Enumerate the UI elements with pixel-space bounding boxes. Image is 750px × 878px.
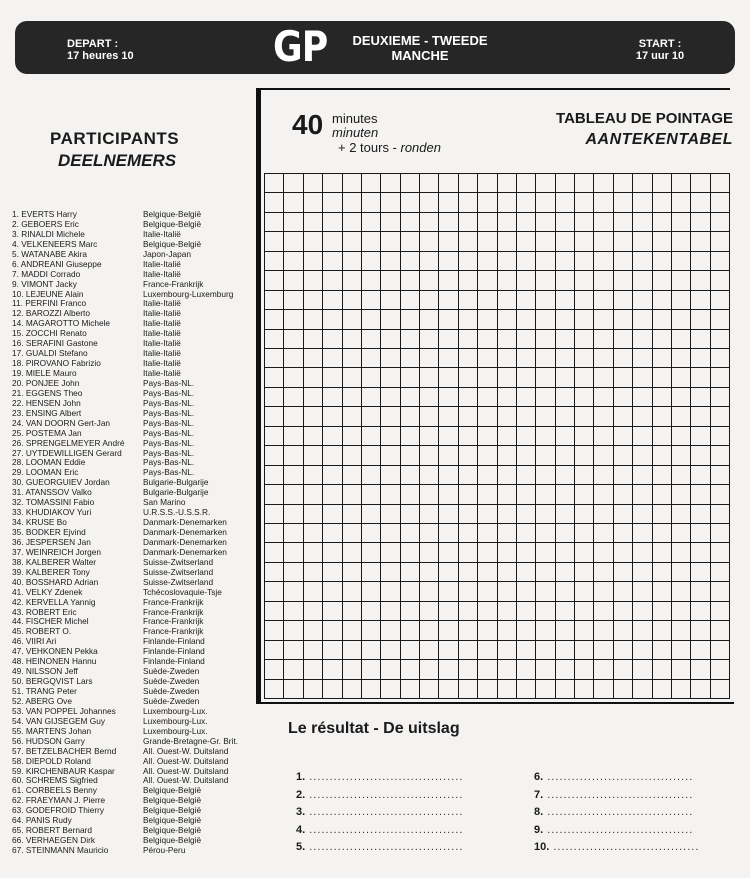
participant-name: 5. WATANABE Akira bbox=[12, 249, 87, 259]
result-blank: ...................................... bbox=[305, 841, 464, 853]
participant-country: Italie-Italië bbox=[143, 308, 181, 319]
participant-country: Italie-Italië bbox=[143, 328, 181, 339]
participant-row bbox=[12, 389, 261, 399]
participant-name: 19. MIELE Mauro bbox=[12, 369, 77, 378]
participants-title: PARTICIPANTS bbox=[50, 129, 180, 148]
participant-name: 21. EGGENS Theo bbox=[12, 388, 83, 398]
participant-name: 59. KIRCHENBAUR Kaspar bbox=[12, 766, 115, 776]
participant-country: Luxembourg-Lux. bbox=[143, 725, 208, 736]
participant-row bbox=[12, 598, 261, 608]
participant-name: 56. HUDSON Garry bbox=[12, 736, 85, 746]
participant-country: Pays-Bas-NL. bbox=[143, 407, 195, 418]
participant-row bbox=[12, 458, 261, 468]
participant-row bbox=[12, 309, 261, 319]
result-position: 4. bbox=[296, 823, 306, 836]
participant-name: 62. FRAEYMAN J. Pierre bbox=[12, 796, 106, 806]
participant-name: 60. SCHREMS Sigfried bbox=[12, 776, 98, 786]
participant-country: All. Ouest-W. Duitsland bbox=[143, 745, 229, 756]
participant-row bbox=[12, 558, 261, 568]
participant-row bbox=[12, 210, 261, 220]
participant-name: 39. KALBERER Tony bbox=[12, 567, 90, 577]
participant-row bbox=[12, 439, 261, 449]
participant-row bbox=[12, 806, 261, 816]
result-position: 5. bbox=[296, 841, 306, 853]
header-banner bbox=[15, 21, 735, 74]
participant-name: 46. VIIRI Ari bbox=[12, 637, 57, 647]
participant-row bbox=[12, 339, 261, 349]
participant-country: Finlande-Finland bbox=[143, 646, 205, 657]
participant-row bbox=[12, 548, 261, 558]
participant-row bbox=[12, 409, 261, 419]
participant-name: 65. ROBERT Bernard bbox=[12, 826, 92, 836]
participant-country: Italie-Italië bbox=[143, 228, 181, 239]
participant-row bbox=[12, 240, 261, 250]
participant-country: Japon-Japan bbox=[143, 248, 191, 259]
participant-country: U.R.S.S.-U.S.S.R. bbox=[143, 507, 211, 518]
participant-name: 43. ROBERT Eric bbox=[12, 607, 77, 617]
participant-row bbox=[12, 429, 261, 439]
participant-name: 17. GUALDI Stefano bbox=[12, 349, 88, 359]
divider-vertical bbox=[256, 90, 261, 704]
participant-country: All. Ouest-W. Duitsland bbox=[143, 775, 229, 786]
participant-name: 31. ATANSSOV Valko bbox=[12, 488, 92, 498]
participant-name: 47. VEHKONEN Pekka bbox=[12, 647, 98, 657]
participant-country: Italie-Italië bbox=[143, 338, 181, 349]
participant-name: 20. PONJEE John bbox=[12, 378, 80, 388]
result-line[interactable] bbox=[534, 824, 693, 836]
participant-name: 67. STEINMANN Mauricio bbox=[12, 846, 109, 855]
result-line[interactable] bbox=[534, 789, 693, 801]
participant-row bbox=[12, 588, 261, 598]
manche-line2: MANCHE bbox=[391, 48, 449, 63]
participant-name: 28. LOOMAN Eddie bbox=[12, 458, 86, 468]
participant-name: 7. MADDI Corrado bbox=[12, 269, 81, 279]
participant-name: 55. MARTENS Johan bbox=[12, 726, 92, 736]
duration-unit-nl: minuten bbox=[332, 125, 379, 140]
duration-number: 40 bbox=[292, 109, 324, 140]
participant-name: 41. VELKY Zdenek bbox=[12, 587, 83, 597]
participant-country: All. Ouest-W. Duitsland bbox=[143, 765, 229, 776]
participant-name: 29. LOOMAN Eric bbox=[12, 468, 79, 478]
result-position: 10. bbox=[534, 841, 550, 853]
divider-top bbox=[256, 88, 730, 90]
participant-name: 52. ABERG Ove bbox=[12, 696, 72, 706]
participant-name: 66. VERHAEGEN Dirk bbox=[12, 836, 95, 846]
participant-name: 24. VAN DOORN Gert-Jan bbox=[12, 418, 111, 428]
participant-row bbox=[12, 816, 261, 826]
participant-name: 26. SPRENGELMEYER André bbox=[12, 438, 125, 448]
participant-row bbox=[12, 498, 261, 508]
result-position: 9. bbox=[534, 823, 544, 836]
result-blank: ...................................... bbox=[305, 823, 464, 836]
participant-row bbox=[12, 359, 261, 369]
participant-row bbox=[12, 349, 261, 359]
participant-country: Luxembourg-Lux. bbox=[143, 715, 208, 726]
result-position: 2. bbox=[296, 788, 306, 801]
participant-country: Belgique-België bbox=[143, 835, 202, 846]
participant-country: Italie-Italië bbox=[143, 268, 181, 279]
participant-name: 3. RINALDI Michele bbox=[12, 229, 85, 239]
participant-name: 34. KRUSE Bo bbox=[12, 518, 67, 528]
gp-logo: GP bbox=[273, 22, 328, 71]
participant-country: Pays-Bas-NL. bbox=[143, 437, 195, 448]
participant-name: 25. POSTEMA Jan bbox=[12, 428, 82, 438]
tours-nl: ronden bbox=[400, 140, 441, 155]
participant-row bbox=[12, 786, 261, 796]
result-line[interactable] bbox=[296, 806, 463, 818]
participant-name: 1. EVERTS Harry bbox=[12, 210, 77, 219]
participant-row bbox=[12, 399, 261, 409]
start-block bbox=[625, 38, 695, 62]
participant-country: Italie-Italië bbox=[143, 318, 181, 329]
participant-name: 16. SERAFINI Gastone bbox=[12, 339, 98, 349]
participant-row bbox=[12, 717, 261, 727]
participant-row bbox=[12, 319, 261, 329]
depart-time: 17 heures 10 bbox=[67, 50, 134, 62]
participant-country: Bulgarie-Bulgarije bbox=[143, 477, 209, 488]
participant-country: All. Ouest-W. Duitsland bbox=[143, 755, 229, 766]
result-blank: .................................... bbox=[543, 771, 694, 783]
participant-country: Luxembourg-Luxemburg bbox=[143, 288, 234, 299]
participant-name: 44. FISCHER Michel bbox=[12, 617, 89, 627]
participant-country: Danmark-Denemarken bbox=[143, 546, 227, 557]
participants-subtitle: DEELNEMERS bbox=[58, 151, 177, 170]
participant-country: Luxembourg-Lux. bbox=[143, 705, 208, 716]
participant-row bbox=[12, 637, 261, 647]
participant-country: Suède-Zweden bbox=[143, 686, 200, 696]
participant-name: 14. MAGAROTTO Michele bbox=[12, 319, 111, 329]
participant-row bbox=[12, 568, 261, 578]
manche-block bbox=[345, 33, 495, 63]
participant-row bbox=[12, 707, 261, 717]
participant-row bbox=[12, 647, 261, 657]
participant-country: Belgique-België bbox=[143, 805, 202, 816]
participant-name: 27. UYTDEWILLIGEN Gerard bbox=[12, 448, 122, 458]
participant-country: Danmark-Denemarken bbox=[143, 517, 227, 528]
participant-country: Pays-Bas-NL. bbox=[143, 417, 195, 428]
participant-name: 57. BETZELBACHER Bernd bbox=[12, 746, 117, 756]
participant-name: 12. BAROZZI Alberto bbox=[12, 309, 90, 319]
participant-row bbox=[12, 369, 261, 379]
result-blank: .................................... bbox=[543, 788, 694, 801]
result-line[interactable] bbox=[296, 789, 463, 801]
participant-name: 64. PANIS Rudy bbox=[12, 816, 72, 826]
participant-name: 48. HEINONEN Hannu bbox=[12, 657, 97, 667]
participant-row bbox=[12, 796, 261, 806]
participant-row bbox=[12, 687, 261, 697]
participant-name: 4. VELKENEERS Marc bbox=[12, 239, 98, 249]
participant-name: 50. BERGQVIST Lars bbox=[12, 677, 93, 687]
scoring-grid[interactable] bbox=[264, 173, 730, 699]
participant-row bbox=[12, 836, 261, 846]
participant-country: Italie-Italië bbox=[143, 258, 181, 269]
depart-block bbox=[67, 38, 134, 62]
participant-country: Pays-Bas-NL. bbox=[143, 377, 195, 388]
participant-country: France-Frankrijk bbox=[143, 606, 204, 617]
tableau-title-nl: AANTEKENTABEL bbox=[585, 131, 733, 148]
participant-country: Danmark-Denemarken bbox=[143, 527, 227, 537]
participant-row bbox=[12, 578, 261, 588]
participant-country: France-Frankrijk bbox=[143, 278, 204, 289]
participant-name: 35. BODKER Ejvind bbox=[12, 528, 86, 537]
participant-country: Belgique-België bbox=[143, 795, 202, 806]
participant-row bbox=[12, 776, 261, 786]
result-blank: ...................................... bbox=[305, 788, 464, 801]
participant-name: 6. ANDREANI Giuseppe bbox=[12, 259, 102, 269]
participant-name: 53. VAN POPPEL Johannes bbox=[12, 706, 116, 716]
participant-name: 61. CORBEELS Benny bbox=[12, 786, 97, 796]
participant-country: Belgique-België bbox=[143, 825, 202, 836]
participant-country: Pays-Bas-NL. bbox=[143, 427, 195, 438]
participant-row bbox=[12, 290, 261, 300]
participants-list bbox=[12, 210, 261, 856]
result-line[interactable] bbox=[534, 771, 693, 783]
participant-row bbox=[12, 667, 261, 677]
participant-country: Finlande-Finland bbox=[143, 636, 205, 647]
participant-country: France-Frankrijk bbox=[143, 596, 204, 607]
participant-row bbox=[12, 627, 261, 637]
participant-row bbox=[12, 280, 261, 290]
participant-name: 11. PERFINI Franco bbox=[12, 299, 87, 309]
participant-name: 63. GODEFROID Thierry bbox=[12, 806, 105, 816]
result-position: 3. bbox=[296, 806, 306, 818]
participant-name: 38. KALBERER Walter bbox=[12, 557, 97, 567]
participant-name: 45. ROBERT O. bbox=[12, 627, 72, 637]
participant-name: 54. VAN GIJSEGEM Guy bbox=[12, 716, 105, 726]
participant-name: 49. NILSSON Jeff bbox=[12, 667, 78, 677]
participant-row bbox=[12, 488, 261, 498]
start-label: START : bbox=[638, 38, 682, 50]
participant-country: Finlande-Finland bbox=[143, 656, 205, 667]
participant-name: 40. BOSSHARD Adrian bbox=[12, 577, 99, 587]
duration-tours bbox=[338, 141, 441, 155]
participant-country: Suisse-Zwitserland bbox=[143, 566, 214, 577]
participant-country: Belgique-België bbox=[143, 209, 202, 219]
result-blank: .................................... bbox=[549, 841, 700, 853]
result-position: 6. bbox=[534, 771, 544, 783]
manche-line1: DEUXIEME - TWEEDE bbox=[352, 33, 488, 48]
participant-row bbox=[12, 329, 261, 339]
participant-row bbox=[12, 677, 261, 687]
participant-name: 9. VIMONT Jacky bbox=[12, 279, 77, 289]
result-blank: ...................................... bbox=[305, 806, 464, 818]
participant-row bbox=[12, 250, 261, 260]
duration-unit-fr: minutes bbox=[332, 111, 378, 126]
participant-row bbox=[12, 299, 261, 309]
participant-country: Suède-Zweden bbox=[143, 695, 200, 706]
participant-country: Pays-Bas-NL. bbox=[143, 467, 195, 478]
result-blank: ...................................... bbox=[305, 771, 464, 783]
tableau-title-fr: TABLEAU DE POINTAGE bbox=[556, 110, 733, 127]
tours-prefix: + 2 tours - bbox=[338, 140, 401, 155]
result-position: 8. bbox=[534, 806, 544, 818]
participant-name: 10. LEJEUNE Alain bbox=[12, 289, 84, 299]
participant-country: Suisse-Zwitserland bbox=[143, 576, 214, 587]
participant-row bbox=[12, 757, 261, 767]
result-position: 7. bbox=[534, 788, 544, 801]
result-position: 1. bbox=[296, 771, 306, 783]
participant-name: 36. JESPERSEN Jan bbox=[12, 537, 91, 547]
participant-name: 32. TOMASSINI Fabio bbox=[12, 498, 95, 508]
participant-country: Pays-Bas-NL. bbox=[143, 447, 195, 458]
result-blank: .................................... bbox=[543, 823, 694, 836]
participant-row bbox=[12, 617, 261, 627]
result-line[interactable] bbox=[296, 824, 463, 836]
participant-row bbox=[12, 826, 261, 836]
participant-row bbox=[12, 270, 261, 280]
participant-country: Suède-Zweden bbox=[143, 666, 200, 677]
participant-row bbox=[12, 449, 261, 459]
participant-name: 51. TRANG Peter bbox=[12, 687, 77, 696]
participant-country: Belgique-België bbox=[143, 785, 202, 796]
result-blank: .................................... bbox=[543, 806, 694, 818]
participant-country: Pérou-Peru bbox=[143, 845, 186, 855]
participant-country: Grande-Bretagne-Gr. Brit. bbox=[143, 735, 238, 746]
depart-label: DEPART : bbox=[67, 38, 119, 50]
participant-country: Pays-Bas-NL. bbox=[143, 457, 195, 468]
participant-country: Tchécoslovaquie-Tsje bbox=[143, 586, 222, 597]
participant-row bbox=[12, 657, 261, 667]
participant-country: Belgique-België bbox=[143, 815, 202, 826]
participant-country: Belgique-België bbox=[143, 238, 202, 249]
result-title: Le résultat - De uitslag bbox=[288, 720, 460, 737]
participant-country: Pays-Bas-NL. bbox=[143, 397, 195, 408]
participant-country: Pays-Bas-NL. bbox=[143, 387, 195, 398]
participant-row bbox=[12, 260, 261, 270]
participant-country: Belgique-België bbox=[143, 218, 202, 229]
participant-name: 23. ENSING Albert bbox=[12, 408, 82, 418]
participant-row bbox=[12, 846, 261, 856]
participant-row bbox=[12, 608, 261, 618]
participant-country: Italie-Italië bbox=[143, 358, 181, 369]
result-line[interactable] bbox=[534, 806, 693, 818]
participant-row bbox=[12, 220, 261, 230]
participant-name: 22. HENSEN John bbox=[12, 398, 81, 408]
participant-country: Bulgarie-Bulgarije bbox=[143, 487, 209, 498]
result-line[interactable] bbox=[534, 841, 699, 853]
participant-row bbox=[12, 468, 261, 478]
participant-row bbox=[12, 379, 261, 389]
participant-row bbox=[12, 419, 261, 429]
participant-country: Italie-Italië bbox=[143, 368, 181, 378]
participant-name: 30. GUEORGUIEV Jordan bbox=[12, 478, 110, 488]
participant-country: Italie-Italië bbox=[143, 298, 181, 309]
participant-country: France-Frankrijk bbox=[143, 626, 204, 637]
participant-name: 58. DIEPOLD Roland bbox=[12, 756, 91, 766]
participant-country: Suisse-Zwitserland bbox=[143, 556, 214, 567]
participant-country: France-Frankrijk bbox=[143, 616, 204, 627]
participant-row bbox=[12, 697, 261, 707]
participant-name: 18. PIROVANO Fabrizio bbox=[12, 359, 101, 369]
participant-name: 2. GEBOERS Eric bbox=[12, 219, 79, 229]
divider-bottom bbox=[256, 702, 734, 704]
participant-country: Italie-Italië bbox=[143, 348, 181, 359]
participant-name: 15. ZOCCHI Renato bbox=[12, 329, 87, 339]
participant-country: Suède-Zweden bbox=[143, 676, 200, 687]
participant-country: Danmark-Denemarken bbox=[143, 536, 227, 547]
start-time: 17 uur 10 bbox=[635, 50, 685, 62]
participant-name: 42. KERVELLA Yannig bbox=[12, 597, 96, 607]
participant-name: 33. KHUDIAKOV Yuri bbox=[12, 508, 92, 518]
result-line[interactable] bbox=[296, 841, 463, 853]
participant-row bbox=[12, 230, 261, 240]
result-line[interactable] bbox=[296, 771, 463, 783]
participant-row bbox=[12, 478, 261, 488]
participant-name: 37. WEINREICH Jorgen bbox=[12, 547, 101, 557]
participant-country: San Marino bbox=[143, 497, 186, 508]
